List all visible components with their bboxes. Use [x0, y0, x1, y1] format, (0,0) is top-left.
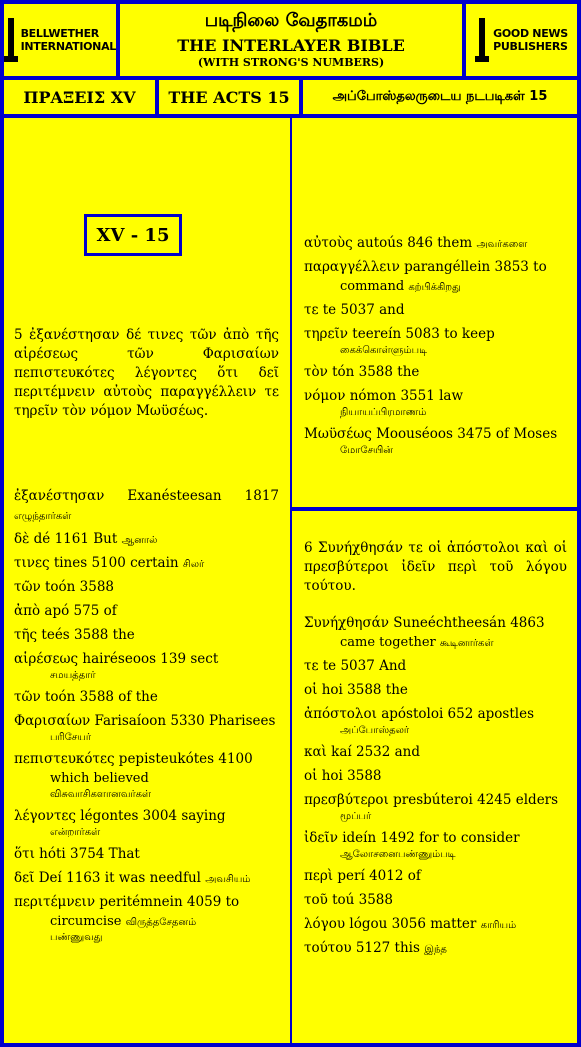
tamil-gloss: அவர்களை: [476, 239, 528, 250]
word-continuation: which believed: [50, 771, 149, 786]
tamil-gloss: ஆலோசனைபண்ணும்படி: [340, 849, 456, 860]
word-entry: [14, 893, 279, 945]
book-english: THE ACTS 15: [157, 78, 301, 116]
word-line: οἱ hoi 3588 the: [304, 682, 408, 698]
word-line: τηρεῖν teereín 5083 to keep: [304, 326, 495, 342]
word-line: ἰδεῖν ideín 1492 for to consider: [304, 830, 520, 846]
word-entry: [304, 891, 567, 910]
tamil-gloss: நியாயப்பிரமாணம்: [340, 407, 427, 418]
tamil-gloss: சமயத்தார்: [50, 670, 96, 681]
word-entry: [14, 869, 279, 888]
verse-5: 5 ἐξανέστησαν δέ τινες τῶν ἀπὸ τῆς αἱρέσεως τῶν Φαρισαίων πεπιστευκότες λέγοντες ὅτι δεῖ περιτέμνειν αὐτοὺς παραγγέλλειν τε τηρεῖν τὸν νόμον Μωϋσέως.: [14, 327, 279, 419]
tamil-gloss: விருத்தசேதனம்: [125, 917, 197, 928]
word-line: τε te 5037 and: [304, 302, 405, 318]
right-bottom-word-list: [304, 614, 567, 958]
tamil-gloss: இந்த: [424, 944, 447, 955]
title-english: THE INTERLAYER BIBLE: [177, 36, 405, 55]
word-line: περιτέμνειν peritémnein 4059 to: [14, 894, 240, 910]
right-bottom-content: [304, 539, 567, 963]
word-entry: [14, 530, 279, 549]
right-top-content: [304, 234, 567, 463]
word-entry: [304, 705, 567, 738]
word-line: πρεσβύτεροι presbúteroi 4245 elders: [304, 792, 559, 808]
book-tamil: அப்போஸ்தலருடைய நடபடிகள் 15: [301, 78, 579, 116]
tamil-gloss: ஆனால்: [121, 535, 158, 546]
word-line: ὅτι hóti 3754 That: [14, 846, 140, 862]
word-entry: [14, 750, 279, 802]
word-line: τῶν toón 3588 of the: [14, 689, 158, 705]
tamil-gloss: காரியம்: [480, 920, 517, 931]
left-content: [14, 326, 279, 950]
word-entry: [14, 807, 279, 840]
word-entry: [304, 767, 567, 786]
tamil-gloss: விசுவாசிகளானவர்கள்: [50, 789, 152, 800]
word-line: Μωϋσέως Moouséoos 3475 of Moses: [304, 426, 558, 442]
word-line: ἀπὸ apó 575 of: [14, 603, 117, 619]
shepherd-icon: [4, 18, 17, 62]
left-logo-line2: INTERNATIONAL: [20, 40, 116, 53]
word-line: τοῦ toú 3588: [304, 892, 393, 908]
book-greek: ΠΡΑΞΕΙΣ XV: [2, 78, 157, 116]
word-line: δεῖ Deí 1163 it was needful அவசியம்: [14, 870, 251, 886]
title-subtitle: (WITH STRONG'S NUMBERS): [197, 56, 385, 69]
good-news-logo: [464, 2, 579, 78]
tamil-gloss: மூப்பர்: [340, 811, 372, 822]
word-line: λέγοντες légontes 3004 saying: [14, 808, 226, 824]
word-entry: [14, 688, 279, 707]
word-entry: [14, 712, 279, 745]
word-line: τε te 5037 And: [304, 658, 407, 674]
tamil-gloss: என்றார்கள்: [50, 827, 101, 838]
word-entry: [14, 487, 279, 525]
word-entry: [304, 939, 567, 958]
word-entry: [14, 845, 279, 864]
word-entry: [304, 387, 567, 420]
word-continuation: command கற்பிக்கிறது: [340, 279, 461, 294]
word-line: λόγου lógou 3056 matter காரியம்: [304, 916, 517, 932]
word-entry: [304, 425, 567, 458]
word-entry: [304, 867, 567, 886]
tamil-gloss: அப்போஸ்தலர்: [340, 725, 410, 736]
word-line: αὐτοὺς autoús 846 them அவர்களை: [304, 235, 528, 251]
chapter-label: XV - 15: [84, 214, 182, 256]
word-entry: [304, 301, 567, 320]
word-line: τῆς teés 3588 the: [14, 627, 135, 643]
right-logo-line1: GOOD NEWS: [493, 27, 568, 40]
word-entry: [304, 791, 567, 824]
word-entry: [14, 650, 279, 683]
left-logo-line1: BELLWETHER: [20, 27, 99, 40]
tamil-gloss: எழுந்தார்கள்: [14, 511, 72, 522]
tamil-gloss: சிலர்: [182, 559, 205, 570]
word-line: οἱ hoi 3588: [304, 768, 382, 784]
word-entry: [304, 915, 567, 934]
tamil-gloss: மோசேயின்: [340, 445, 393, 456]
word-entry: [304, 234, 567, 253]
word-line: αἱρέσεως hairéseoos 139 sect: [14, 651, 219, 667]
word-entry: [304, 614, 567, 652]
tamil-gloss: கூடினார்கள்: [439, 638, 494, 649]
word-entry: [304, 681, 567, 700]
word-line: Φαρισαίων Farisaíoon 5330 Pharisees: [14, 713, 276, 729]
word-entry: [304, 829, 567, 862]
word-line: περὶ perí 4012 of: [304, 868, 421, 884]
right-logo-line2: PUBLISHERS: [493, 40, 568, 53]
word-line: τινες tines 5100 certain சிலர்: [14, 555, 205, 571]
word-line: ἐξανέστησαν Exanésteesan 1817 எழுந்தார்கள்: [14, 488, 279, 522]
word-line: πεπιστευκότες pepisteukótes 4100: [14, 751, 253, 767]
word-entry: [14, 554, 279, 573]
word-entry: [304, 743, 567, 762]
word-line: τὸν tón 3588 the: [304, 364, 420, 380]
tamil-gloss: பரிசேயர்: [50, 732, 92, 743]
word-entry: [14, 578, 279, 597]
title-block: [118, 2, 464, 78]
word-line: τούτου 5127 this இந்த: [304, 940, 447, 956]
verse-6: 6 Συνήχθησάν τε οἱ ἀπόστολοι καὶ οἱ πρεσβύτεροι ἰδεῖν περὶ τοῦ λόγου τούτου.: [304, 540, 567, 594]
word-continuation: circumcise விருத்தசேதனம்: [50, 914, 197, 929]
title-tamil: படிநிலை வேதாகமம்: [204, 10, 378, 31]
word-line: παραγγέλλειν parangéllein 3853 to: [304, 259, 547, 275]
word-line: νόμον nómon 3551 law: [304, 388, 464, 404]
word-entry: [304, 657, 567, 676]
tamil-gloss: கைக்கொள்ளும்படி: [340, 345, 428, 356]
word-line: τῶν toón 3588: [14, 579, 114, 595]
word-entry: [14, 602, 279, 621]
word-line: ἀπόστολοι apóstoloi 652 apostles: [304, 706, 535, 722]
word-entry: [304, 325, 567, 358]
tamil-gloss: பண்ணுவது: [50, 932, 103, 943]
word-line: Συνήχθησάν Suneéchtheesán 4863: [304, 615, 545, 631]
shepherd-icon: [475, 18, 489, 62]
word-entry: [14, 626, 279, 645]
tamil-gloss: அவசியம்: [205, 874, 251, 885]
word-line: καὶ kaí 2532 and: [304, 744, 421, 760]
left-word-list: [14, 487, 279, 945]
word-entry: [304, 258, 567, 296]
tamil-gloss: கற்பிக்கிறது: [408, 282, 461, 293]
right-top-word-list: [304, 234, 567, 458]
word-continuation: came together கூடினார்கள்: [340, 635, 494, 650]
word-line: δὲ dé 1161 But ஆனால்: [14, 531, 158, 547]
bellwether-logo: [2, 2, 118, 78]
word-entry: [304, 363, 567, 382]
